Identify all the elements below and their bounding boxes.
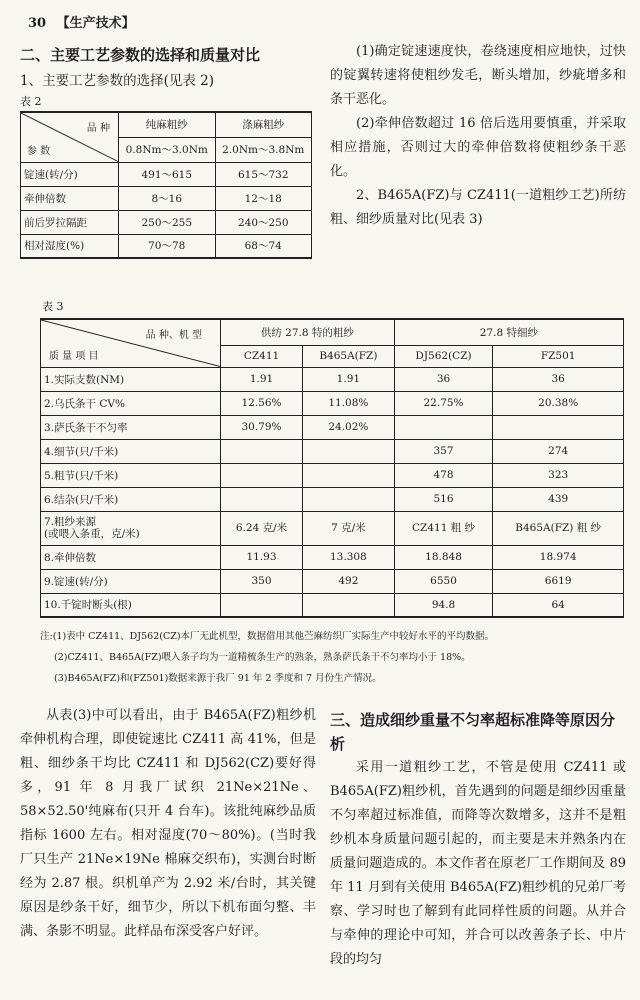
row-label: 3.萨氏条干不匀率 [41,415,221,439]
table2 [20,111,312,259]
table-cell: 24.02% [303,415,395,439]
table-cell: 18.974 [493,545,624,569]
note-line: 注:(1)表中 CZ411、DJ562(CZ)本厂无此机型，数据借用其他苎麻纺织厂实际生产中较好水平的平均数据。 [40,631,495,642]
table-cell: 68～74 [215,234,312,258]
table-cell: 350 [221,569,303,593]
table-cell [221,487,303,511]
table3-col-header: B465A(FZ) [303,346,395,367]
table-cell: 13.308 [303,545,395,569]
table2-col-spec: 2.0Nm～3.8Nm [215,137,312,162]
table-cell [221,439,303,463]
table-row [21,162,312,186]
table-notes [40,626,630,689]
paragraph: (1)确定锭速速度快，卷绕速度相应地快，过快的锭翼转速将使粗纱发毛，断头增加，纱疵增多和条干恶化。 [330,44,626,107]
table-cell [303,463,395,487]
table-cell: 439 [493,487,624,511]
table-cell [221,593,303,617]
table-cell: 30.79% [221,415,303,439]
page-number: 30 [28,16,47,31]
table2-col-name: 涤麻粗纱 [215,112,312,137]
table-row [41,545,624,569]
table-cell: 250～255 [119,210,216,234]
table-cell: 18.848 [394,545,493,569]
table-cell: 11.93 [221,545,303,569]
row-label: 2.乌氏条干 CV% [41,391,221,415]
right-column [330,40,626,232]
table3-group-header: 供纺 27.8 特的粗纱 [221,319,395,346]
table-cell: 20.38% [493,391,624,415]
table-cell: 12～18 [215,186,312,210]
row-label: 前后罗拉隔距 [21,210,119,234]
table-cell [394,415,493,439]
table-cell: 7 克/米 [303,511,395,545]
table2-corner-bottom: 参 数 [27,145,51,157]
row-label-line: 7.粗纱来源 [44,516,97,528]
table-cell: 516 [394,487,493,511]
table-cell: 36 [394,367,493,391]
table-cell: 615～732 [215,162,312,186]
table-cell: 6619 [493,569,624,593]
row-label: 6.结杂(只/千米) [41,487,221,511]
table-cell: B465A(FZ) 粗 纱 [493,511,624,545]
table-cell: 22.75% [394,391,493,415]
table-cell: 323 [493,463,624,487]
table-cell: 478 [394,463,493,487]
table2-label: 表 2 [20,95,42,108]
table-row [41,415,624,439]
row-label-line: (或喂入条重，克/米) [44,528,140,540]
table-cell: CZ411 粗 纱 [394,511,493,545]
table3-corner-bottom: 质 量 项 目 [49,350,99,362]
note-line: (2)CZ411、B465A(FZ)喂入条子均为一道精梳条生产的熟条，熟条萨氏条干不匀率均小于 18%。 [54,652,471,663]
table-row [41,367,624,391]
left-column [20,40,312,259]
table-cell [303,439,395,463]
paragraph: 从表(3)中可以看出，由于 B465A(FZ)粗纱机牵伸机构合理，即使锭速比 CZ411 高 41%，但是粗、细纱条干均比 CZ411 和 DJ562(CZ)要好得多，91 年 8 月我厂试织 21Ne×21Ne、58×52.50'纯麻布(只开 4 台车)。该批纯麻纱品质指标 1600 左右。相对湿度(70～80%)。(当时我厂只生产 21Ne×19Ne 棉麻交织布)，实测台时断经为 2.87 根。织机单产为 2.92 米/台时，其关键原因是纱条干好，细节少，所以下机布面匀整、丰满、条影不明显。此样品布深受客户好评。 [20,708,316,939]
table2-col-spec: 0.8Nm～3.0Nm [119,137,216,162]
row-label [41,511,221,545]
table-cell: 8～16 [119,186,216,210]
row-label: 5.粗节(只/千米) [41,463,221,487]
bottom-right-column [330,704,626,972]
section-tag: 【生产技术】 [56,16,135,31]
table-cell: 1.91 [303,367,395,391]
table-cell: 70～78 [119,234,216,258]
page-header [28,12,135,31]
table-cell: 94.8 [394,593,493,617]
table-cell: 1.91 [221,367,303,391]
row-label: 相对湿度(%) [21,234,119,258]
paragraph: 采用一道粗纱工艺，不管是使用 CZ411 或 B465A(FZ)粗纱机，首先遇到的问题是细纱因重量不匀率超过标准值，而降等次数增多，这并不是粗纱机本身质量问题引起的，而主要是末并熟条内在质量问题造成的。本文作者在原老厂工作期间及 89 年 11 月到有关使用 B465A(FZ)粗纱机的兄弟厂考察、学习时也了解到有此同样性质的问题。从并合与牵伸的理论中可知，并合可以改善条子长、中片段的均匀 [330,760,626,967]
table-cell: 274 [493,439,624,463]
table-cell: 36 [493,367,624,391]
table-cell [221,463,303,487]
table-row [41,569,624,593]
table-cell [493,415,624,439]
row-label: 10.千锭时断头(根) [41,593,221,617]
table3-group-header: 27.8 特细纱 [394,319,623,346]
paragraph: 2、B465A(FZ)与 CZ411(一道粗纱工艺)所纺粗、细纱质量对比(见表 3) [330,188,626,227]
row-label: 锭速(转/分) [21,162,119,186]
table2-corner-top: 品 种 [86,123,110,134]
table-row [41,593,624,617]
table-cell: 6550 [394,569,493,593]
section2-subtitle: 1、主要工艺参数的选择(见表 2) [20,73,215,89]
table3-col-header: DJ562(CZ) [394,346,493,367]
table-cell: 492 [303,569,395,593]
row-label: 8.牵伸倍数 [41,545,221,569]
table-row [21,234,312,258]
table-row [21,186,312,210]
table3-col-header: FZ501 [493,346,624,367]
table-cell: 11.08% [303,391,395,415]
row-label: 牵伸倍数 [21,186,119,210]
table-row [41,439,624,463]
table3-label: 表 3 [42,300,64,313]
table-cell [303,487,395,511]
row-label: 9.锭速(转/分) [41,569,221,593]
table-row [41,463,624,487]
table-row [41,487,624,511]
table3 [40,318,624,618]
row-label: 4.细节(只/千米) [41,439,221,463]
table-cell: 6.24 克/米 [221,511,303,545]
table3-corner [41,319,221,367]
note-line: (3)B465A(FZ)和(FZ501)数据来源于我厂 91 年 2 季度和 7 月份生产情况。 [54,673,382,684]
table-cell [303,593,395,617]
table-cell: 240～250 [215,210,312,234]
paragraph: (2)牵伸倍数超过 16 倍后选用要慎重，并采取相应措施，否则过大的牵伸倍数将使粗纱条干恶化。 [330,116,626,179]
row-label: 1.实际支数(NM) [41,367,221,391]
bottom-left-column [20,704,316,944]
table3-corner-top: 品 种、机 型 [145,330,202,341]
section2-title: 二、主要工艺参数的选择和质量对比 [20,46,261,64]
table-cell: 491～615 [119,162,216,186]
table-cell: 64 [493,593,624,617]
section3-title: 三、造成细纱重量不匀率超标准降等原因分析 [330,711,616,753]
table-row [41,391,624,415]
table-cell: 12.56% [221,391,303,415]
table-cell: 357 [394,439,493,463]
table2-corner [21,112,119,162]
table3-col-header: CZ411 [221,346,303,367]
table-row [21,210,312,234]
table-row [41,511,624,545]
table2-col-name: 纯麻粗纱 [119,112,216,137]
